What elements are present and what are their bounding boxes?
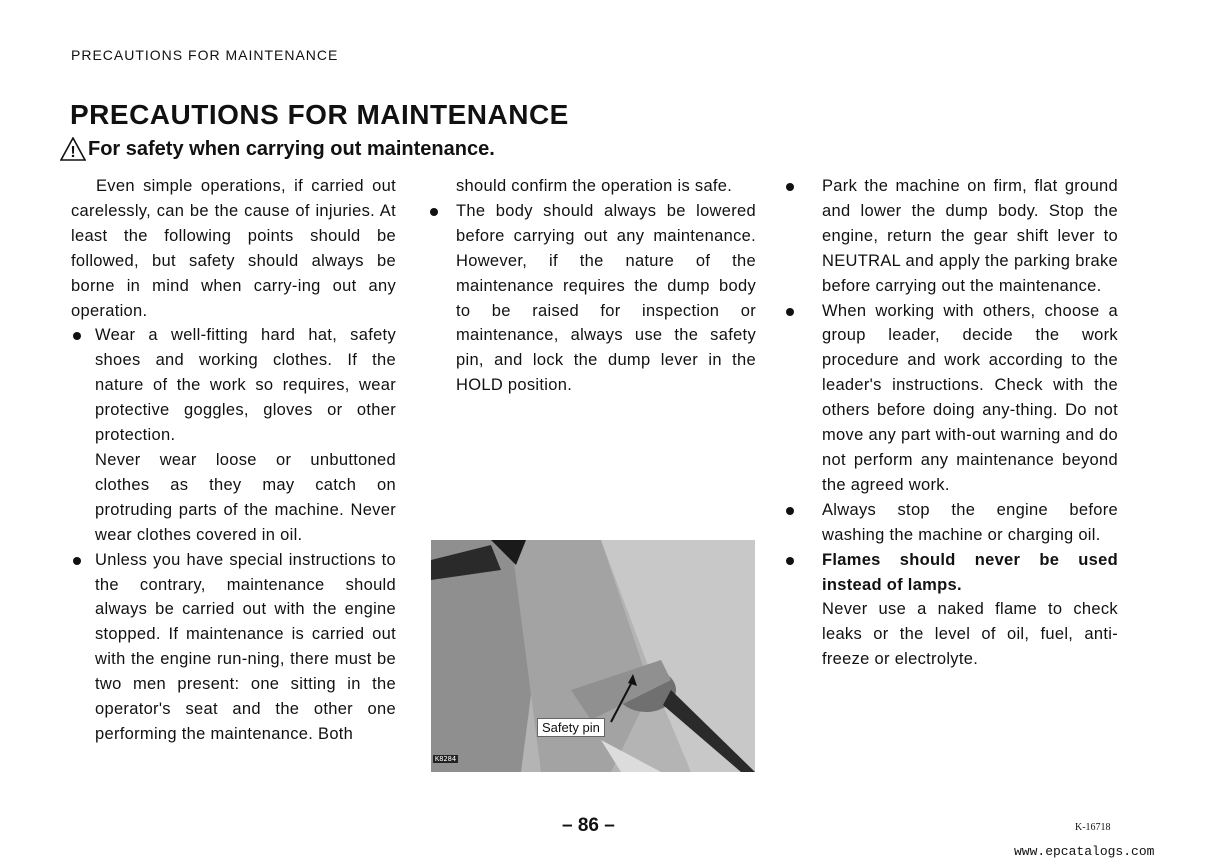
bullet-park-machine bbox=[822, 174, 1118, 299]
document-code: K-16718 bbox=[1075, 822, 1111, 833]
bullet-group-leader bbox=[822, 299, 1118, 498]
running-header: PRECAUTIONS FOR MAINTENANCE bbox=[71, 47, 339, 63]
watermark: www.epcatalogs.com bbox=[1014, 844, 1155, 859]
bullet-dot bbox=[73, 332, 81, 340]
bullet-stop-engine bbox=[822, 498, 1118, 548]
page-number: – 86 – bbox=[562, 815, 615, 836]
column-3 bbox=[822, 174, 1118, 672]
bullet-naked-flame: Never use a naked flame to check leaks or the level of oil, fuel, anti-freeze or electrolyte. bbox=[822, 600, 1118, 669]
bullet-text: Wear a well-fitting hard hat, safety shoes and working clothes. If the nature of the work so requires, wear protective goggles, gloves or other protection. bbox=[95, 326, 396, 445]
bullet-text: The body should always be lowered before carrying out any maintenance. However, if the nature of the maintenance requires the dump body to be raised for inspection or maintenance, always use the safety pin, and lock the dump lever in the HOLD position. bbox=[456, 201, 756, 395]
photo-label: Safety pin bbox=[537, 718, 605, 737]
bullet-text: Unless you have special instructions to the contrary, maintenance should always be carried out with the engine stopped. If maintenance is carried out with the engine run-ning, there must be two men present: one sitting in the operator's seat and the other one performing the maintenance. Both bbox=[95, 550, 396, 743]
section-subtitle bbox=[60, 137, 495, 161]
bullet-text: Park the machine on firm, flat ground and lower the dump body. Stop the engine, return the gear shift lever to NEUTRAL and apply the parking brake before carrying out the maintenance. bbox=[822, 177, 1118, 295]
bullet-text: Always stop the engine before washing the machine or charging oil. bbox=[822, 500, 1118, 544]
bullet-text: Flames should never be used instead of lamps. bbox=[822, 550, 1118, 594]
bullet-no-flames bbox=[822, 548, 1118, 598]
bullet-protective-clothing bbox=[71, 323, 396, 448]
photo-illustration bbox=[431, 540, 755, 772]
bullet-dump-body bbox=[456, 199, 756, 398]
bullet-dot bbox=[430, 208, 438, 216]
bullet-loose-clothes: Never wear loose or unbuttoned clothes as they may catch on protruding parts of the machine. Never wear clothes covered in oil. bbox=[95, 450, 396, 544]
bullet-dot bbox=[786, 507, 794, 515]
column-1 bbox=[71, 174, 396, 747]
safety-pin-photo bbox=[431, 540, 755, 772]
bullet-dot bbox=[786, 557, 794, 565]
bullet-dot bbox=[73, 557, 81, 565]
bullet-text: When working with others, choose a group leader, decide the work procedure and work according to the leader's instructions. Check with the others before doing any-thing. Do not move any part with-out warning and do not perform any maintenance beyond the agreed work. bbox=[822, 301, 1118, 494]
bullet-engine-stopped bbox=[71, 548, 396, 747]
subtitle-text: For safety when carrying out maintenance. bbox=[88, 137, 495, 160]
svg-text:!: ! bbox=[70, 144, 76, 161]
intro-paragraph: Even simple operations, if carried out carelessly, can be the cause of injuries. At least the following points should be followed, but safety should always be borne in mind when carry-ing out any operation. bbox=[71, 177, 396, 320]
page-title: PRECAUTIONS FOR MAINTENANCE bbox=[70, 99, 569, 130]
warning-triangle-icon bbox=[60, 137, 86, 161]
photo-code: K8284 bbox=[435, 755, 457, 763]
column-2 bbox=[456, 174, 756, 398]
bullet-dot bbox=[786, 308, 794, 316]
bullet-dot bbox=[786, 183, 794, 191]
continued-paragraph: should confirm the operation is safe. bbox=[456, 177, 733, 195]
